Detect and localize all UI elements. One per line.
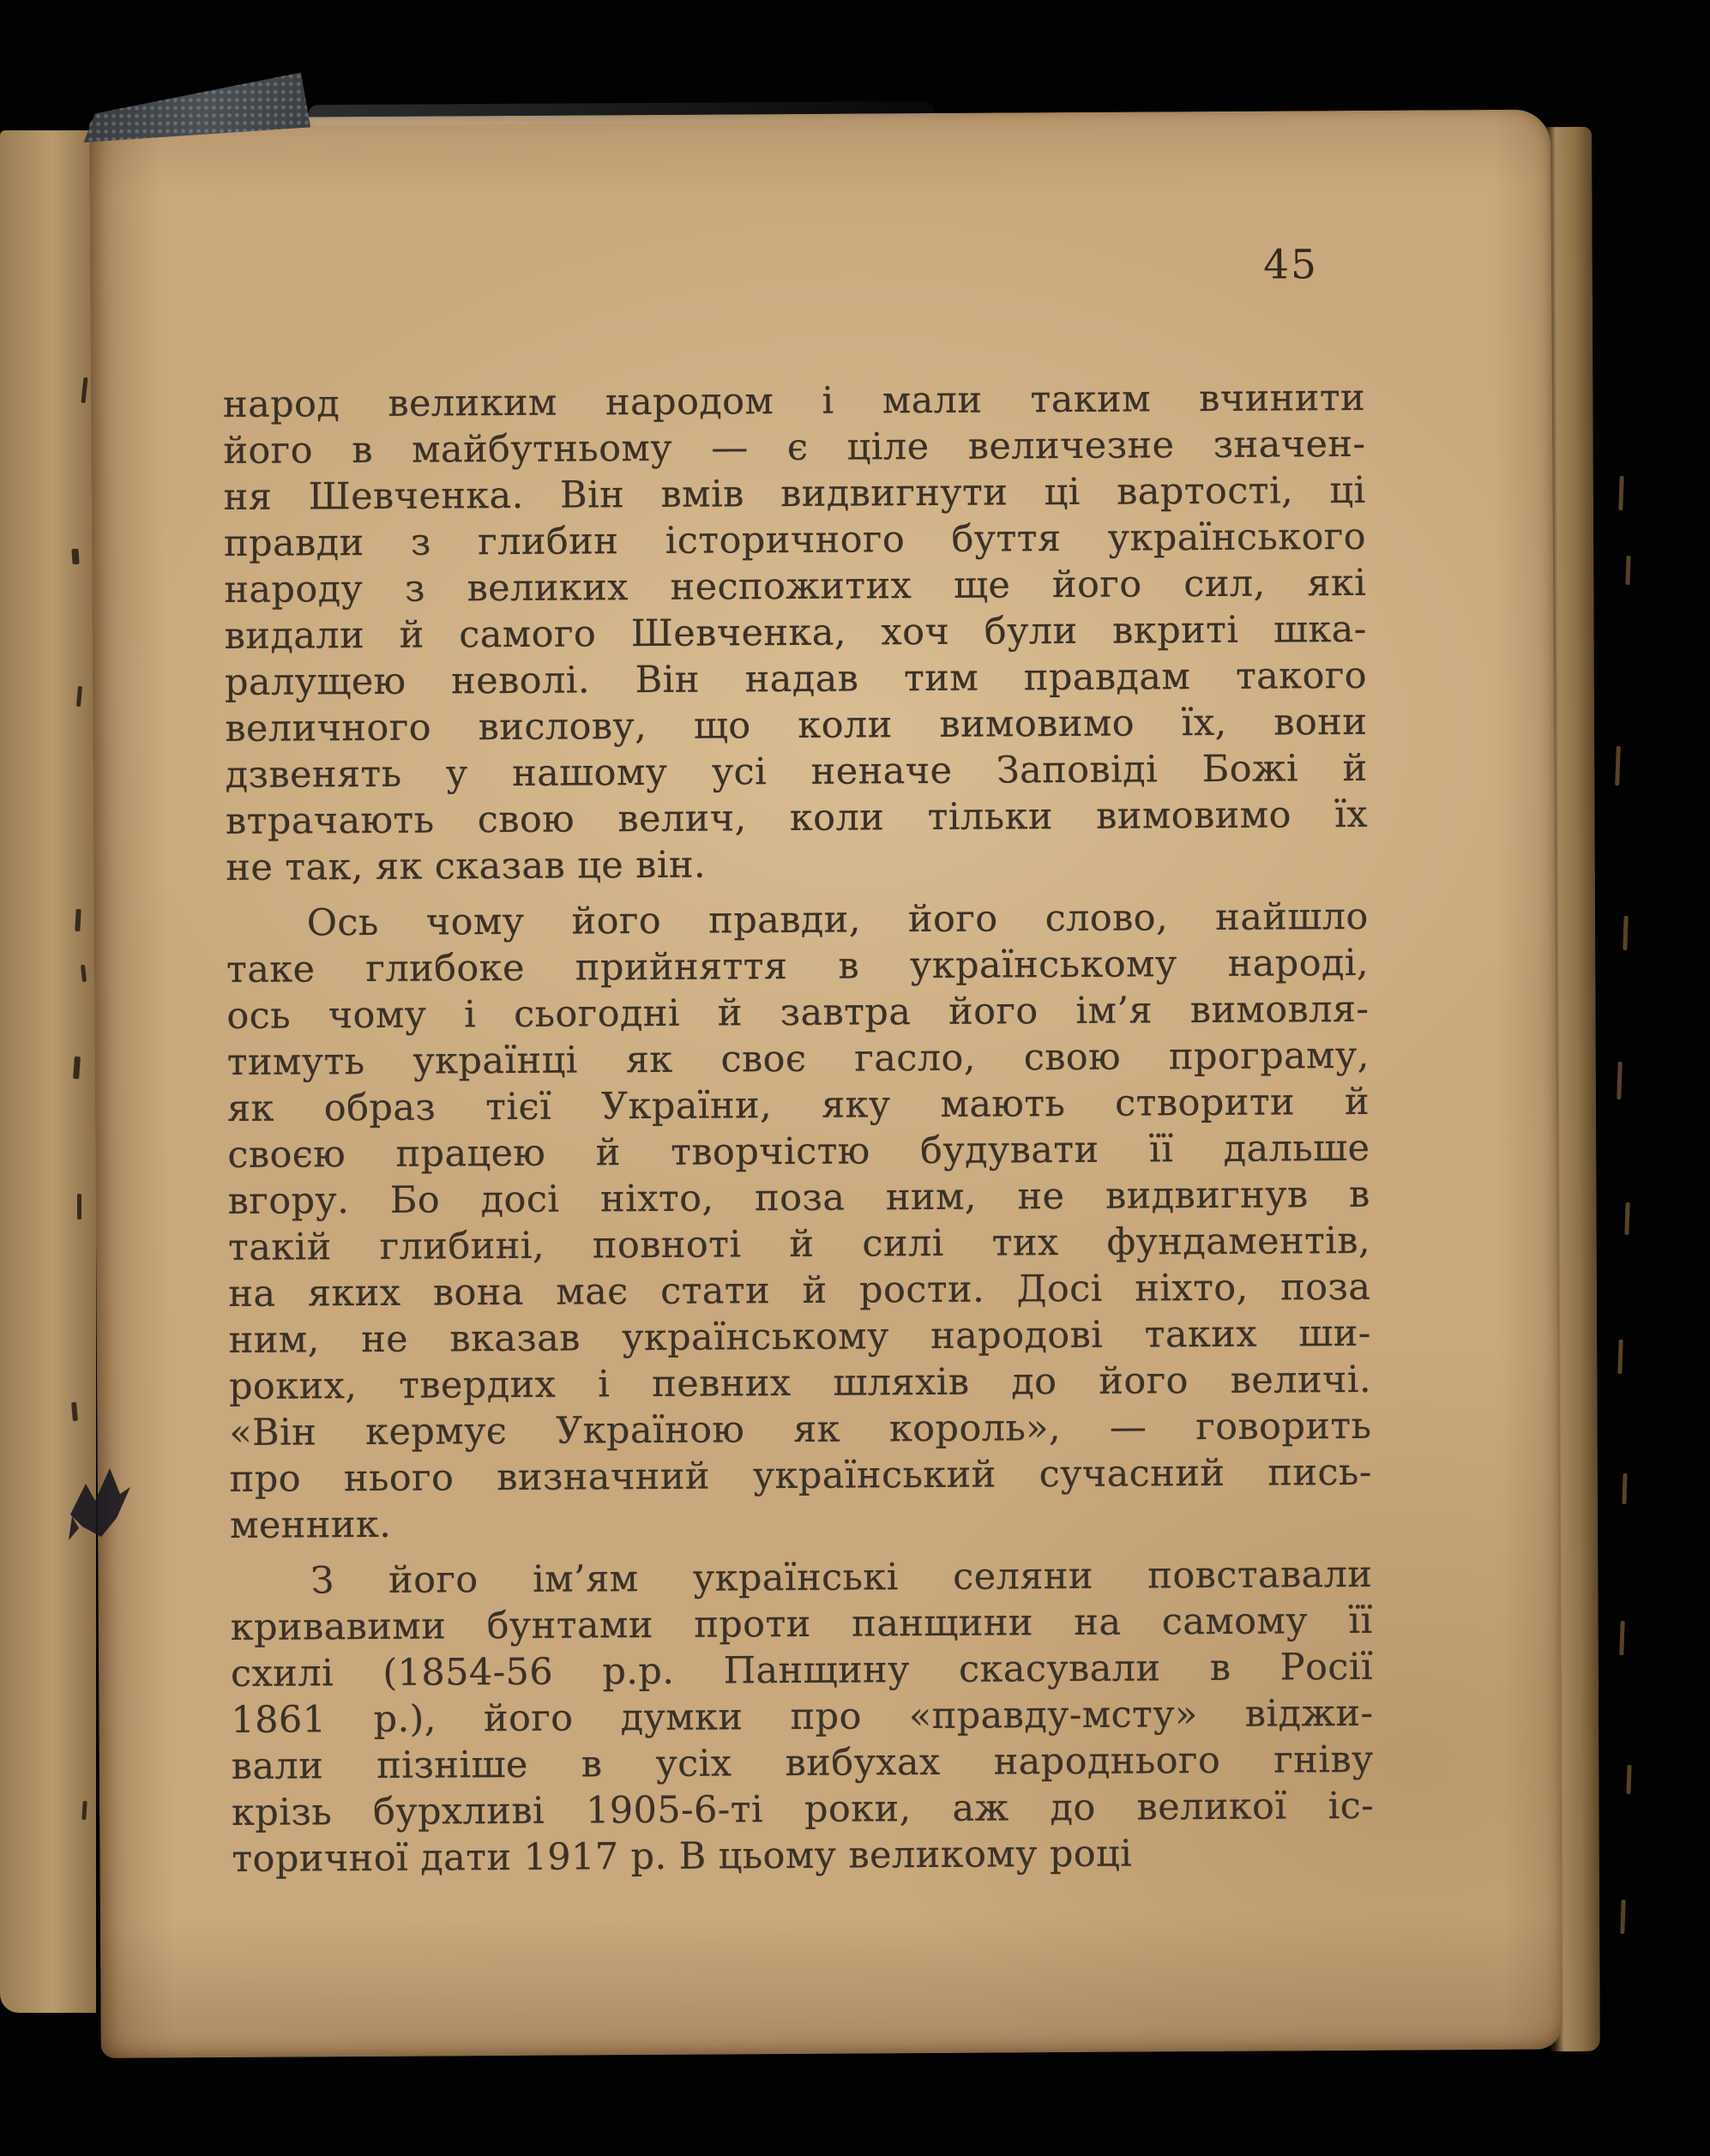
text-line: схилі (1854-56 р.р. Панщину скасували в Росії: [230, 1645, 1374, 1696]
text-line: роких, твердих і певних шляхів до його величі.: [228, 1358, 1372, 1409]
text-line: торичної дати 1917 р. В цьому великому році: [232, 1832, 1133, 1882]
book-page: [89, 110, 1562, 2058]
ink-mark: [67, 1465, 137, 1544]
text-line: «Він кермує Україною як король», — говорить: [229, 1404, 1372, 1455]
edge-tick: [1618, 476, 1623, 510]
previous-page-edge: [0, 130, 96, 2013]
text-line: своєю працею й творчістю будувати її дальше: [227, 1126, 1370, 1177]
edge-tick: [1615, 746, 1621, 786]
text-line: дзвенять у нашому усі неначе Заповіді Божі й: [225, 746, 1368, 798]
edge-tick: [1622, 1473, 1627, 1504]
stitch-mark: [77, 1194, 81, 1220]
text-line: народ великим народом і мали таким вчинити: [222, 376, 1366, 427]
text-line: ним, не вказав українському народові таких ши-: [228, 1311, 1371, 1363]
text-line: його в майбутньому — є ціле величезне значен-: [223, 422, 1366, 473]
text-line: тимуть українці як своє гасло, свою програму,: [226, 1033, 1370, 1085]
page-text: [223, 375, 1375, 1882]
text-line: вгору. Бо досі ніхто, поза ним, не видвигнув в: [227, 1172, 1370, 1224]
text-line: ня Шевченка. Він вмів видвигнути ці вартості, ці: [223, 468, 1366, 520]
text-line: як образ тієї України, яку мають створити й: [226, 1080, 1370, 1131]
edge-tick: [1623, 916, 1628, 950]
top-edge-smudge: [308, 101, 934, 125]
page-number: 45: [1262, 241, 1319, 289]
text-line: крізь бурхливі 1905-6-ті роки, аж до великої іс-: [231, 1784, 1375, 1835]
edge-tick: [1625, 556, 1630, 585]
edge-tick: [1620, 1900, 1625, 1934]
text-line: величного вислову, що коли вимовимо їх, вони: [225, 700, 1368, 751]
spine-tape: [79, 72, 310, 142]
text-line: 1861 р.), його думки про «правду-мсту» віджи-: [231, 1691, 1374, 1743]
text-line: про нього визначний український сучасний пись-: [229, 1450, 1372, 1502]
edge-tick: [1626, 1765, 1631, 1794]
text-line: втрачають свою велич, коли тільки вимовимо їх: [225, 792, 1369, 844]
edge-tick: [1617, 1340, 1623, 1374]
text-line: правди з глибин історичного буття українського: [223, 515, 1367, 566]
paragraph: [230, 1551, 1374, 1882]
text-line: кривавими бунтами проти панщини на самому її: [230, 1599, 1373, 1650]
text-line: менник.: [229, 1503, 392, 1548]
text-line: З його ім’ям українські селяни повставали: [310, 1552, 1373, 1603]
text-line: на яких вона має стати й рости. Досі ніхто, поза: [228, 1265, 1371, 1316]
edge-tick: [1624, 1202, 1629, 1235]
text-line: не так, як сказав це він.: [226, 843, 707, 890]
text-line: народу з великих неспожитих ще його сил, які: [224, 561, 1367, 612]
text-line: ралущею неволі. Він надав тим правдам такого: [224, 653, 1368, 705]
paragraph: [223, 375, 1369, 891]
edge-tick: [1619, 1621, 1624, 1655]
text-line: видали й самого Шевченка, хоч були вкриті шка-: [224, 607, 1367, 659]
text-line: вали пізніше в усіх вибухах народнього гніву: [231, 1737, 1374, 1789]
text-line: ось чому і сьогодні й завтра його ім’я вимовля-: [226, 987, 1370, 1039]
text-line: такій глибині, повноті й силі тих фундаментів,: [227, 1219, 1371, 1270]
edge-tick: [1617, 1062, 1623, 1099]
stitch-mark: [71, 549, 79, 565]
text-line: Ось чому його правди, його слово, найшло: [306, 894, 1369, 945]
text-line: таке глибоке прийняття в українському народі,: [226, 941, 1370, 992]
paragraph: [226, 894, 1373, 1549]
